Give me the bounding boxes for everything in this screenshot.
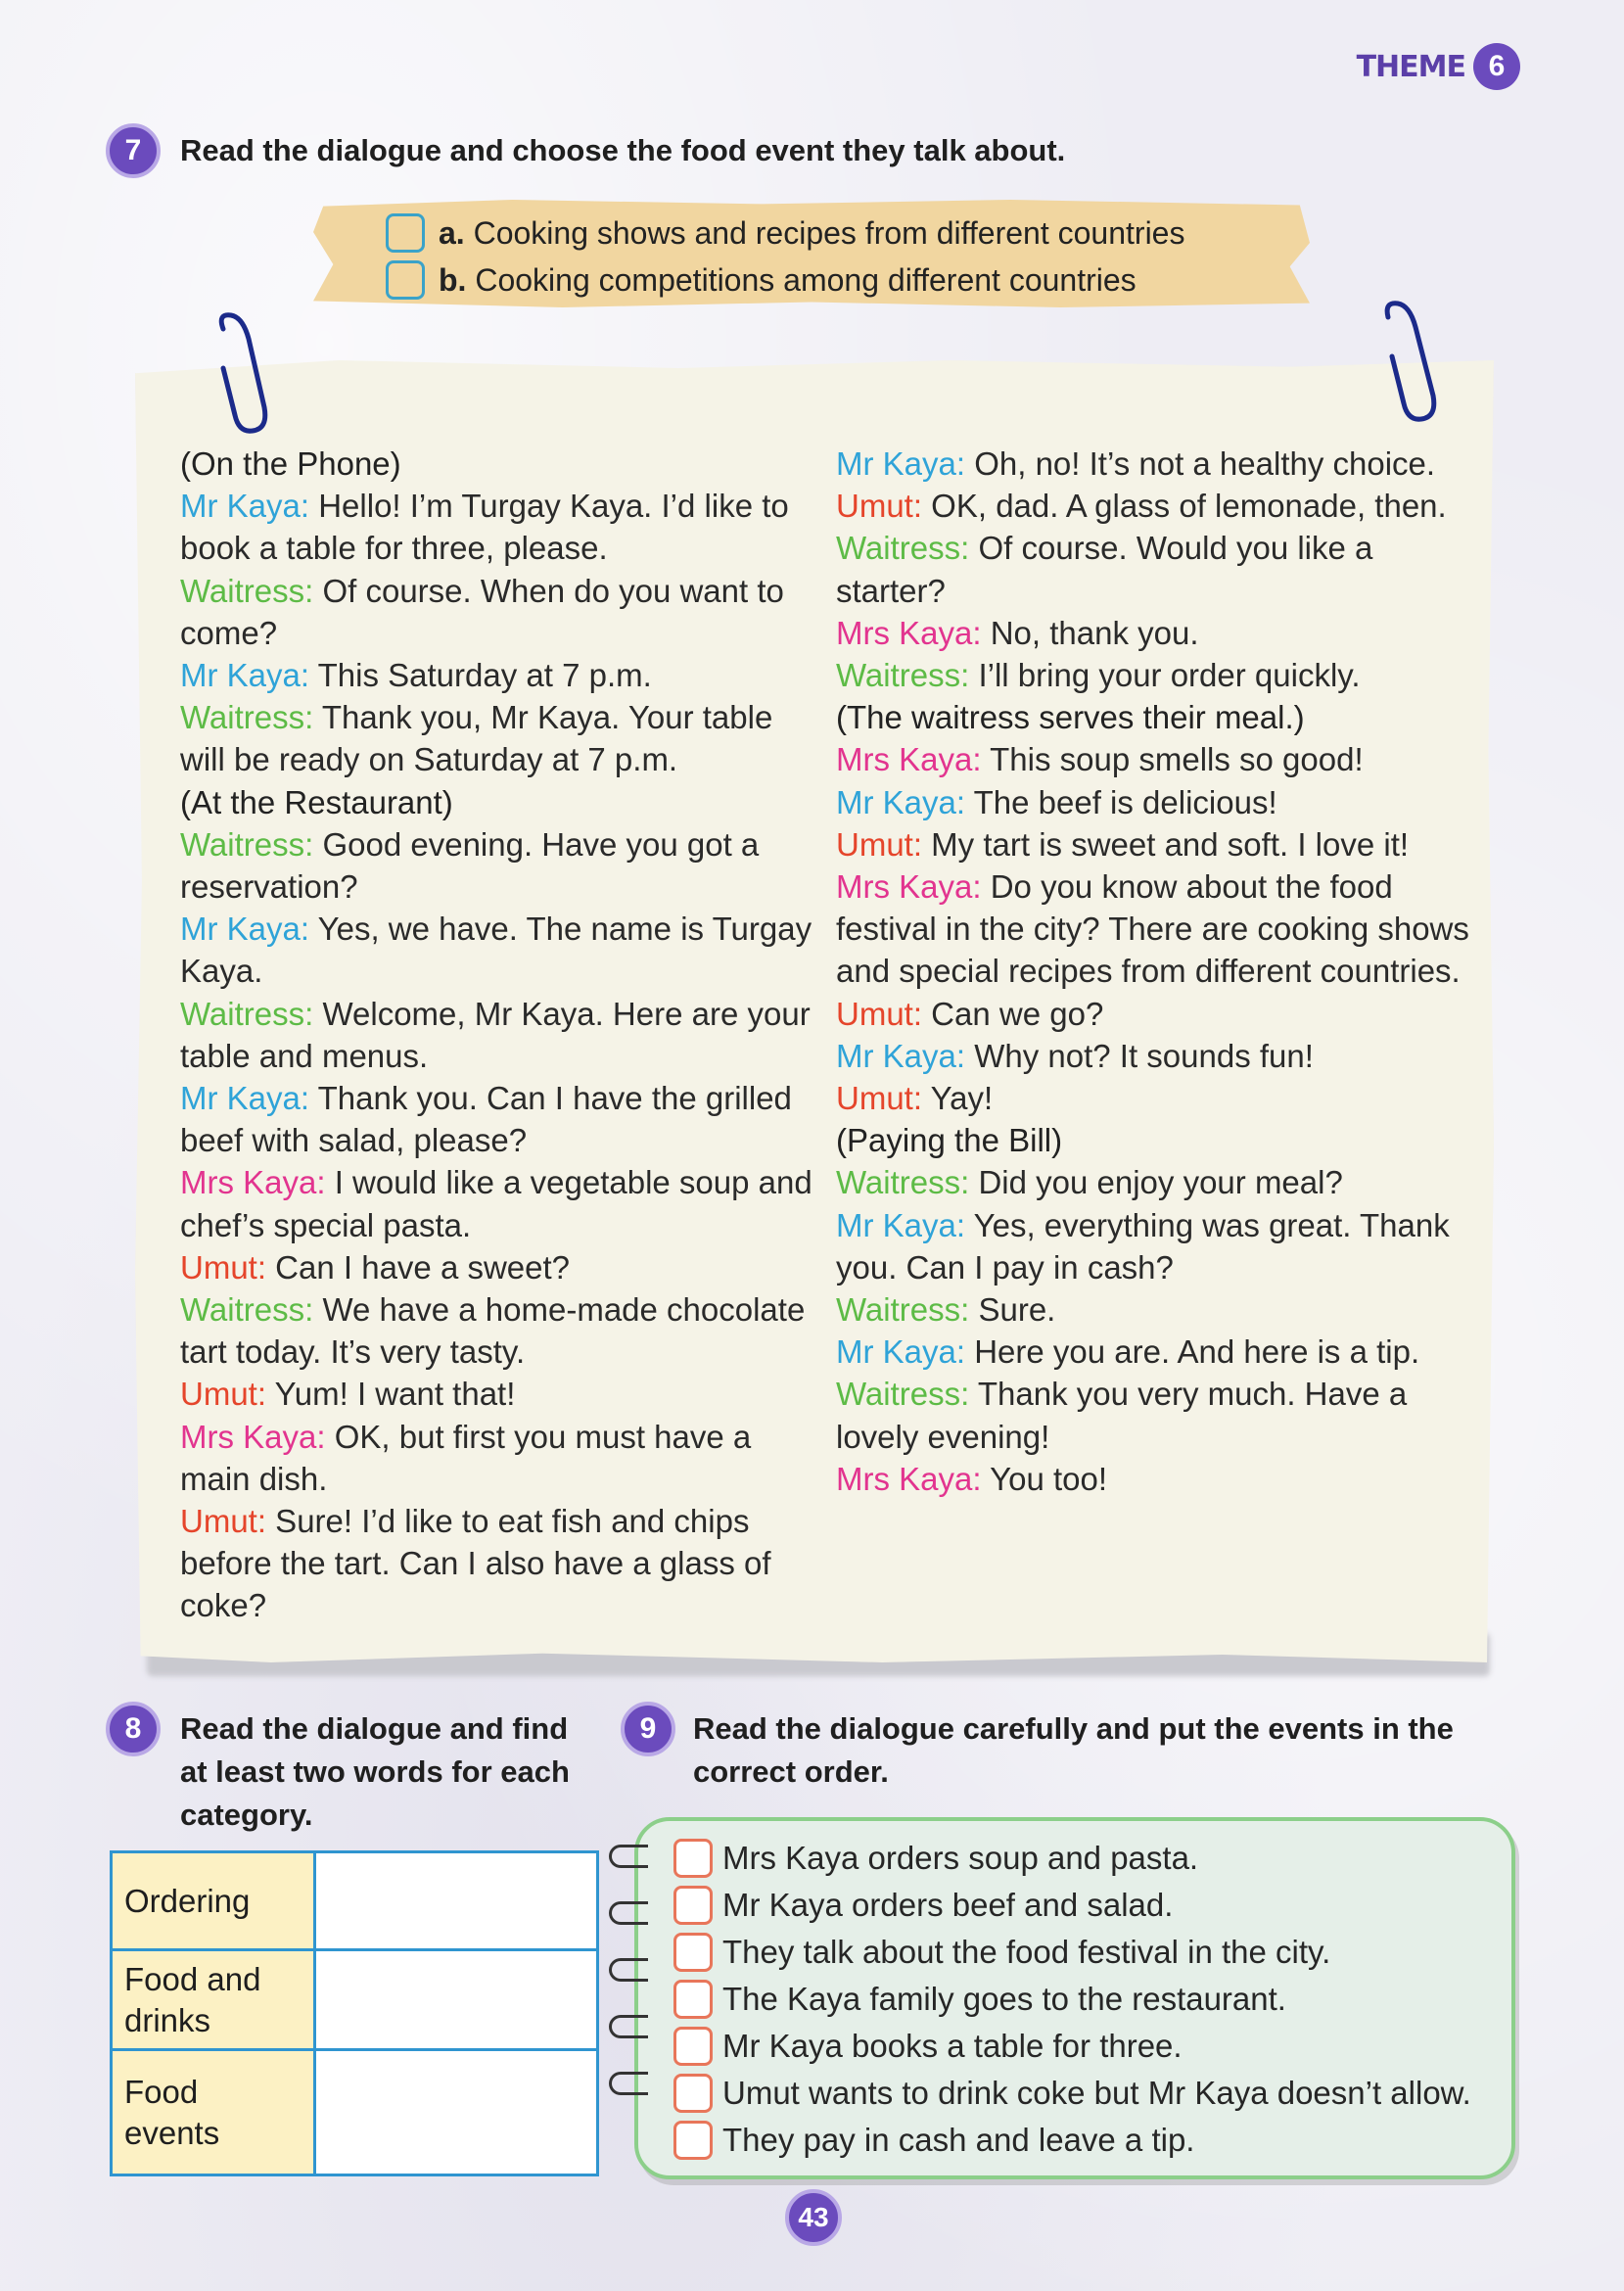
line-text: My tart is sweet and soft. I love it! — [922, 825, 1410, 863]
speaker-name: Mr Kaya: — [836, 783, 966, 820]
dialogue-line — [180, 1288, 816, 1373]
dialogue-line — [180, 993, 816, 1077]
line-text: Thank you very much. Have a lovely evening! — [836, 1376, 1408, 1455]
line-text: Yes, we have. The name is Turgay Kaya. — [180, 911, 812, 990]
speaker-name: Umut: — [180, 1376, 267, 1413]
stage-direction — [180, 781, 816, 823]
event-text: They talk about the food festival in the city. — [722, 1934, 1331, 1970]
dialogue-line — [180, 1246, 816, 1288]
theme-header — [1357, 43, 1520, 90]
line-text: OK, but first you must have a main dish. — [180, 1418, 752, 1497]
dialogue-line — [836, 993, 1472, 1035]
event-item — [673, 1835, 1471, 1882]
exercise-8-badge: 8 — [106, 1702, 161, 1756]
exercise-7-badge: 7 — [106, 123, 161, 178]
event-text: Mr Kaya orders beef and salad. — [722, 1887, 1174, 1923]
line-text: OK, dad. A glass of lemonade, then. — [922, 488, 1447, 525]
table-row — [112, 1950, 598, 2050]
dialogue-line — [836, 654, 1472, 696]
speaker-name: Waitress: — [836, 1164, 970, 1201]
line-text: Of course. When do you want to come? — [180, 572, 784, 651]
speaker-name: Umut: — [180, 1248, 267, 1286]
answer-cell-food-events[interactable] — [315, 2050, 598, 2175]
line-text: Did you enjoy your meal? — [969, 1164, 1343, 1201]
event-list — [673, 1835, 1471, 2164]
dialogue-line — [180, 570, 816, 654]
dialogue-line — [180, 908, 816, 992]
answer-cell-food-and-drinks[interactable] — [315, 1950, 598, 2050]
line-text: This soup smells so good! — [981, 741, 1364, 778]
line-text: (The waitress serves their meal.) — [836, 699, 1305, 736]
speaker-name: Umut: — [836, 825, 923, 863]
event-text: Mr Kaya books a table for three. — [722, 2028, 1183, 2064]
line-text: Yum! I want that! — [266, 1376, 516, 1413]
dialogue-line — [836, 443, 1472, 485]
speaker-name: Mr Kaya: — [836, 1206, 966, 1243]
option-b-text: Cooking competitions among different countries — [475, 261, 1137, 298]
option-a-letter: a. — [439, 214, 465, 251]
category-food-events: Food events — [112, 2050, 315, 2175]
line-text: Hello! I’m Turgay Kaya. I’d like to book a table for three, please. — [180, 488, 789, 567]
speaker-name: Umut: — [836, 1080, 923, 1117]
speaker-name: Waitress: — [180, 825, 314, 863]
ring-icon — [609, 1845, 648, 1868]
event-item — [673, 1976, 1471, 2023]
dialogue-line — [836, 527, 1472, 611]
speaker-name: Mrs Kaya: — [180, 1418, 326, 1455]
line-text: No, thank you. — [981, 614, 1199, 651]
speaker-name: Mrs Kaya: — [836, 868, 982, 906]
speaker-name: Mrs Kaya: — [836, 741, 982, 778]
category-food-and-drinks: Food and drinks — [112, 1950, 315, 2050]
event-text: Mrs Kaya orders soup and pasta. — [722, 1840, 1199, 1876]
speaker-name: Mr Kaya: — [180, 657, 310, 694]
line-text: (At the Restaurant) — [180, 783, 453, 820]
line-text: Sure. — [969, 1291, 1056, 1329]
event-order-box-input[interactable] — [673, 1980, 713, 2019]
line-text: Thank you. Can I have the grilled beef with salad, please? — [180, 1080, 792, 1159]
dialogue-line — [180, 1161, 816, 1245]
line-text: Oh, no! It’s not a healthy choice. — [965, 445, 1436, 482]
speaker-name: Umut: — [836, 995, 923, 1032]
event-item — [673, 1882, 1471, 1929]
event-order-box-input[interactable] — [673, 1886, 713, 1925]
dialogue-line — [180, 1416, 816, 1500]
dialogue-line — [836, 1288, 1472, 1331]
event-order-box-input[interactable] — [673, 2121, 713, 2160]
ring-icon — [609, 1958, 648, 1982]
category-ordering: Ordering — [112, 1852, 315, 1950]
option-a-checkbox[interactable] — [386, 213, 425, 253]
line-text: Here you are. And here is a tip. — [965, 1333, 1420, 1371]
binder-rings — [609, 1831, 648, 2095]
event-item — [673, 2117, 1471, 2164]
line-text: Can I have a sweet? — [266, 1248, 571, 1286]
theme-number: 6 — [1473, 43, 1520, 90]
ring-icon — [609, 1901, 648, 1925]
line-text: Do you know about the food festival in the city? There are cooking shows and special recipes from different countries. — [836, 868, 1469, 990]
stage-direction — [180, 443, 816, 485]
option-b-checkbox[interactable] — [386, 260, 425, 300]
dialogue-line — [836, 865, 1472, 993]
dialogue-line — [836, 1458, 1472, 1500]
line-text: Welcome, Mr Kaya. Here are your table and menus. — [180, 995, 811, 1074]
option-a-text: Cooking shows and recipes from different countries — [473, 214, 1185, 251]
line-text: Yay! — [922, 1080, 994, 1117]
dialogue-line — [836, 485, 1472, 527]
dialogue-line — [180, 1500, 816, 1627]
dialogue-line — [180, 1077, 816, 1161]
paperclip-left-icon — [204, 309, 272, 437]
speaker-name: Mr Kaya: — [836, 1333, 966, 1371]
ring-icon — [609, 2072, 648, 2095]
speaker-name: Umut: — [180, 1503, 267, 1540]
dialogue-line — [180, 485, 816, 569]
speaker-name: Mrs Kaya: — [180, 1164, 326, 1201]
dialogue-left-column — [180, 443, 816, 1627]
dialogue-line — [836, 823, 1472, 865]
dialogue-line — [836, 1331, 1472, 1373]
table-row — [112, 1852, 598, 1950]
dialogue-line — [180, 823, 816, 908]
dialogue-line — [836, 1077, 1472, 1119]
speaker-name: Mr Kaya: — [836, 1037, 966, 1074]
line-text: This Saturday at 7 p.m. — [309, 657, 652, 694]
event-item — [673, 2023, 1471, 2070]
line-text: I would like a vegetable soup and chef’s special pasta. — [180, 1164, 812, 1243]
line-text: (Paying the Bill) — [836, 1122, 1063, 1159]
event-text: Umut wants to drink coke but Mr Kaya doesn’t allow. — [722, 2075, 1471, 2111]
speaker-name: Waitress: — [836, 1376, 970, 1413]
dialogue-line — [180, 1373, 816, 1415]
event-item — [673, 1929, 1471, 1976]
speaker-name: Mr Kaya: — [180, 488, 310, 525]
line-text: The beef is delicious! — [965, 783, 1277, 820]
event-order-box-input[interactable] — [673, 1839, 713, 1878]
event-order-box-input[interactable] — [673, 1933, 713, 1972]
answer-cell-ordering[interactable] — [315, 1852, 598, 1950]
line-text: Sure! I’d like to eat fish and chips before the tart. Can I also have a glass of coke? — [180, 1503, 771, 1624]
line-text: Can we go? — [922, 995, 1104, 1032]
page-number: 43 — [785, 2189, 842, 2246]
speaker-name: Mr Kaya: — [180, 1080, 310, 1117]
option-a[interactable] — [386, 210, 1184, 257]
event-text: The Kaya family goes to the restaurant. — [722, 1981, 1286, 2017]
line-text: You too! — [981, 1460, 1108, 1497]
exercise-9-instruction: Read the dialogue carefully and put the events in the correct order. — [693, 1711, 1454, 1789]
event-item — [673, 2070, 1471, 2117]
category-table — [110, 1850, 599, 2176]
dialogue-line — [836, 1373, 1472, 1457]
line-text: (On the Phone) — [180, 445, 401, 482]
line-text: Good evening. Have you got a reservation? — [180, 825, 760, 906]
exercise-8-instruction: Read the dialogue and find at least two words for each category. — [180, 1711, 570, 1832]
dialogue-line — [180, 696, 816, 780]
dialogue-line — [836, 612, 1472, 654]
line-text: I’ll bring your order quickly. — [969, 657, 1361, 694]
paperclip-right-icon — [1372, 300, 1441, 427]
dialogue-line — [836, 781, 1472, 823]
ring-icon — [609, 2015, 648, 2038]
speaker-name: Waitress: — [180, 572, 314, 609]
event-order-box-input[interactable] — [673, 2074, 713, 2113]
options-list — [386, 210, 1184, 304]
line-text: Of course. Would you like a starter? — [836, 530, 1373, 609]
dialogue-line — [836, 1035, 1472, 1077]
dialogue-line — [180, 654, 816, 696]
speaker-name: Waitress: — [180, 995, 314, 1032]
line-text: Yes, everything was great. Thank you. Can I pay in cash? — [836, 1206, 1450, 1286]
line-text: Why not? It sounds fun! — [965, 1037, 1314, 1074]
dialogue-right-column — [836, 443, 1472, 1500]
line-text: Thank you, Mr Kaya. Your table will be ready on Saturday at 7 p.m. — [180, 699, 773, 778]
speaker-name: Waitress: — [180, 1291, 314, 1329]
event-order-box-input[interactable] — [673, 2027, 713, 2066]
option-b[interactable] — [386, 257, 1184, 304]
speaker-name: Waitress: — [836, 530, 970, 567]
speaker-name: Mrs Kaya: — [836, 614, 982, 651]
speaker-name: Waitress: — [836, 1291, 970, 1329]
stage-direction — [836, 1119, 1472, 1161]
line-text: We have a home-made chocolate tart today. It’s very tasty. — [180, 1291, 806, 1371]
speaker-name: Mr Kaya: — [836, 445, 966, 482]
speaker-name: Mr Kaya: — [180, 911, 310, 948]
exercise-7-instruction: Read the dialogue and choose the food event they talk about. — [180, 133, 1066, 167]
speaker-name: Umut: — [836, 488, 923, 525]
speaker-name: Waitress: — [836, 657, 970, 694]
speaker-name: Waitress: — [180, 699, 314, 736]
exercise-9-badge: 9 — [621, 1702, 675, 1756]
dialogue-line — [836, 1204, 1472, 1288]
dialogue-line — [836, 1161, 1472, 1203]
option-b-letter: b. — [439, 261, 467, 298]
dialogue-line — [836, 738, 1472, 780]
event-text: They pay in cash and leave a tip. — [722, 2122, 1195, 2158]
theme-label: THEME — [1356, 49, 1465, 84]
stage-direction — [836, 696, 1472, 738]
speaker-name: Mrs Kaya: — [836, 1460, 982, 1497]
table-row — [112, 2050, 598, 2175]
